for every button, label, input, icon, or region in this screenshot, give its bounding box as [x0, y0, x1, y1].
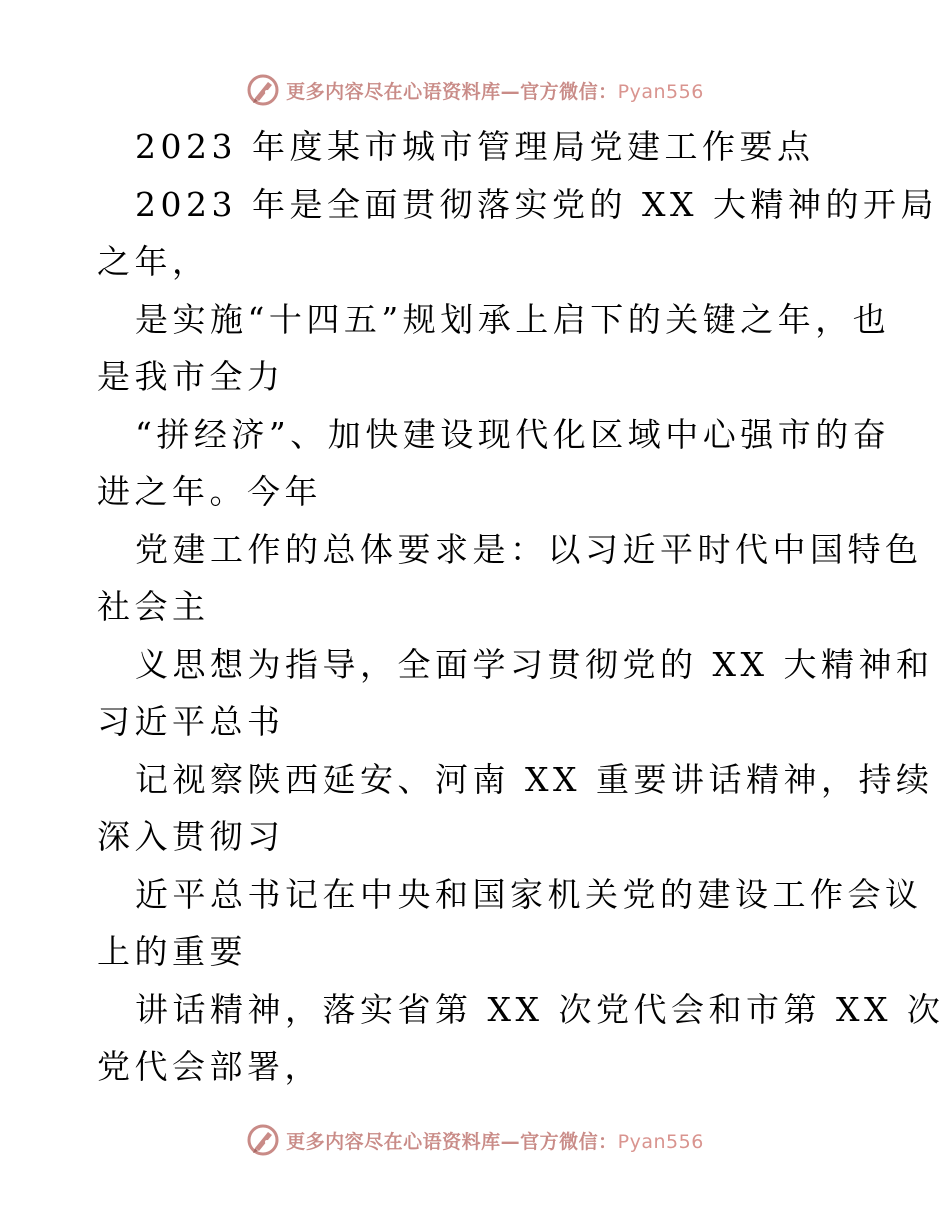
paragraph-line: 是我市全力 — [97, 357, 285, 396]
paragraph-line: 习近平总书 — [97, 702, 285, 741]
paragraph-line: 社会主 — [97, 587, 210, 626]
document-body — [97, 118, 945, 1096]
watermark-text: 更多内容尽在心语资料库—官方微信：Pyan556 — [286, 80, 704, 103]
pen-seal-icon — [246, 73, 280, 107]
watermark-text: 更多内容尽在心语资料库—官方微信：Pyan556 — [286, 1130, 704, 1153]
paragraph-line: “拼经济”、加快建设现代化区域中心强市的奋 — [135, 414, 891, 454]
paragraph-line: 深入贯彻习 — [97, 817, 285, 856]
paragraph-line: 2023 年是全面贯彻落实党的 XX 大精神的开局 — [135, 184, 938, 224]
footer-watermark — [0, 1120, 950, 1160]
paragraph-line: 近平总书记在中央和国家机关党的建设工作会议 — [135, 874, 923, 914]
paragraph-line: 是实施“十四五”规划承上启下的关键之年，也 — [135, 299, 891, 339]
paragraph-line: 讲话精神，落实省第 XX 次党代会和市第 XX 次 — [135, 989, 945, 1029]
paragraph-line: 上的重要 — [97, 932, 247, 971]
paragraph-line: 党建工作的总体要求是：以习近平时代中国特色 — [135, 529, 923, 569]
paragraph-line: 记视察陕西延安、河南 XX 重要讲话精神，持续 — [135, 759, 934, 799]
paragraph-line: 之年， — [97, 242, 210, 281]
paragraph-line: 义思想为指导，全面学习贯彻党的 XX 大精神和 — [135, 644, 934, 684]
paragraph-line: 进之年。今年 — [97, 472, 322, 511]
pen-seal-icon — [246, 1123, 280, 1157]
header-watermark — [0, 70, 950, 110]
paragraph-line: 党代会部署， — [97, 1047, 322, 1086]
document-title: 2023 年度某市城市管理局党建工作要点 — [135, 127, 815, 166]
